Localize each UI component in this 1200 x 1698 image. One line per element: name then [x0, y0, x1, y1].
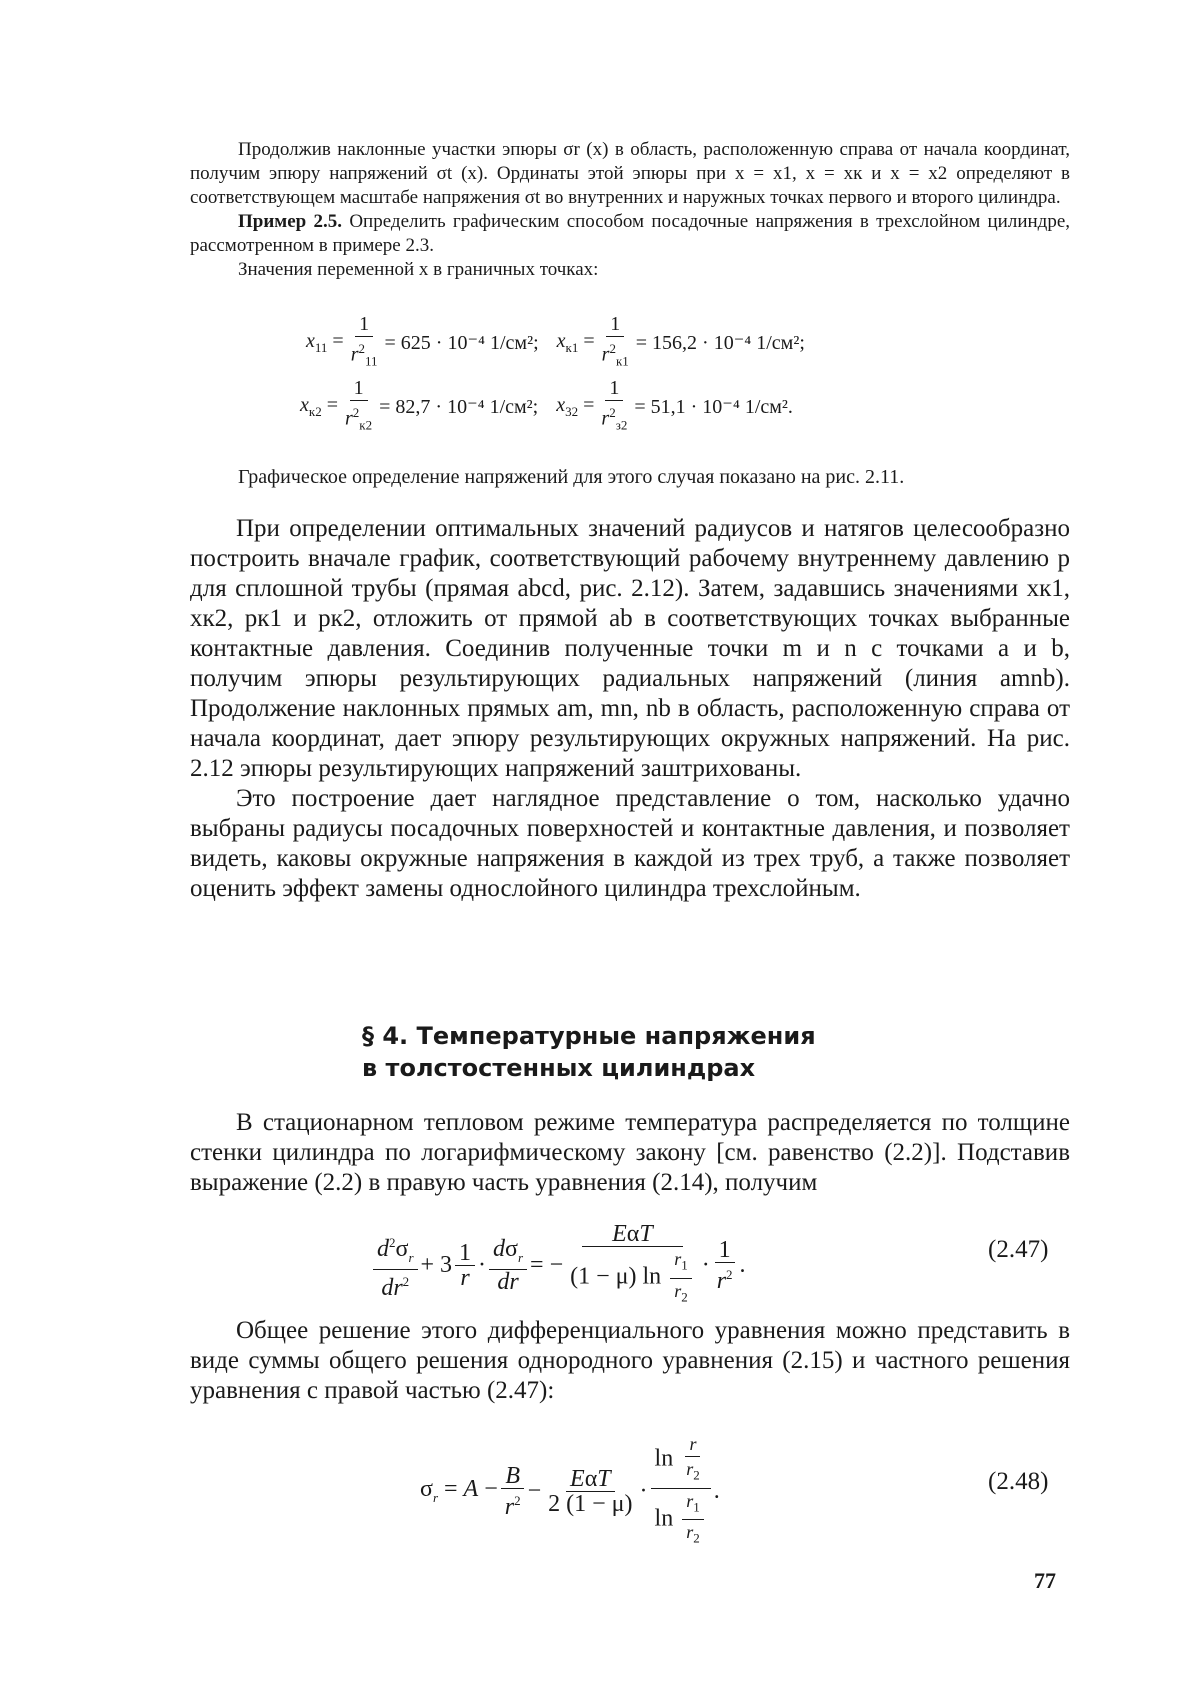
- section-heading-line-1: § 4. Температурные напряжения: [362, 1022, 816, 1050]
- figure-caption: Графическое определение напряжений для этого случая показано на рис. 2.11.: [238, 466, 905, 488]
- small-text-block: [190, 138, 1070, 282]
- xk1-fraction: $\frac{1}{r^2_{к1}}$: [601, 313, 629, 369]
- xk1-symbol: $x_{к1}$ =: [556, 329, 595, 355]
- x11-fraction: $\frac{1}{r^2_{11}}$: [350, 313, 378, 369]
- xk2-value: = 82,7 · 10⁻⁴ 1/см²;: [379, 396, 539, 419]
- equation-2-48: $\sigma_r = A$ − $\frac{B}{r^2}$ − $\frac{\text{EαT}}{2 (1 - \mu)}$ · ln $\frac{r}{r_2}$ ln $\frac{r_1}{r_2}$ .: [420, 1432, 720, 1551]
- section-heading-line-2: в толстостенных цилиндрах: [362, 1054, 756, 1082]
- body-block-3: [190, 1316, 1070, 1406]
- equation-2-47: $\frac{d^2\sigma_r}{dr^2}$ + 3 $\frac{1}{r}$ · $\frac{d\sigma_r}{dr}$ = − EαT (1 − μ) ln $\frac{r_1}{r_2}$ · $\frac{1}{r^2}$ .: [370, 1222, 746, 1309]
- paragraph-body-2: Это построение дает наглядное представление о том, насколько удачно выбраны радиусы посадочных поверхностей и контактные давления, и позволяет видеть, каковы окружные напряжения в каждой из трех труб, а также позволяет оценить эффект замены однослойного цилиндра трехслойным.: [190, 785, 1070, 902]
- eq247-term-1: $\frac{d^2\sigma_r}{dr^2}$: [373, 1231, 418, 1301]
- paragraph-body-4: Общее решение этого дифференциального уравнения можно представить в виде суммы общего решения однородного уравнения (2.15) и частного решения уравнения с правой частью (2.47):: [190, 1317, 1070, 1404]
- page-number: 77: [1034, 1568, 1056, 1593]
- paragraph-small-1: Продолжив наклонные участки эпюры σr (x) в область, расположенную справа от начала координат, получим эпюру напряжений σt (x). Ординаты этой эпюры при x = x1, x = xк и x = x2 определяют в соответствующем масштабе напряжения σt во внутренних и наружных точках первого и второго цилиндра.: [190, 139, 1070, 208]
- body-block-2: [190, 1108, 1070, 1198]
- equation-number-2-48: (2.48): [988, 1468, 1049, 1495]
- x32-symbol: $x_{32}$ =: [556, 393, 595, 419]
- paragraph-body-3: В стационарном тепловом режиме температура распределяется по толщине стенки цилиндра по логарифмическому закону [см. равенство (2.2)]. Подставив выражение (2.2) в правую часть уравнения (2.14), получим: [190, 1109, 1070, 1196]
- xk2-symbol: $x_{к2}$ =: [300, 393, 338, 419]
- formula-row-2: [300, 376, 793, 438]
- section-heading: [362, 1020, 816, 1084]
- example-paragraph: [190, 210, 1070, 258]
- body-block-1: [190, 514, 1070, 904]
- example-label: Пример 2.5.: [238, 211, 343, 232]
- x11-value: = 625 · 10⁻⁴ 1/см²;: [384, 332, 539, 355]
- boundary-values-intro: Значения переменной x в граничных точках:: [238, 259, 599, 280]
- eq248-log-ratio: ln $\frac{r}{r_2}$ ln $\frac{r_1}{r_2}$: [651, 1432, 711, 1551]
- paragraph-body-1: При определении оптимальных значений радиусов и натягов целесообразно построить вначале график, соответствующий рабочему внутреннему давлению p для сплошной трубы (прямая abcd, рис. 2.12). Затем, задавшись значениями xк1, xк2, pк1 и pк2, отложить от прямой ab в соответствующих точках выбранные контактные давления. Соединив полученные точки m и n с точками a и b, получим эпюры результирующих радиальных напряжений (линия amnb). Продолжение наклонных прямых am, mn, nb в область, расположенную справа от начала координат, дает эпюру результирующих окружных напряжений. На рис. 2.12 эпюры результирующих напряжений заштрихованы.: [190, 515, 1070, 782]
- equation-number-2-47: (2.47): [988, 1236, 1049, 1263]
- x32-value: = 51,1 · 10⁻⁴ 1/см².: [634, 396, 793, 419]
- xk2-fraction: $\frac{1}{r^2_{к2}}$: [345, 377, 373, 433]
- example-text: Определить графическим способом посадочные напряжения в трехслойном цилиндре, рассмотренном в примере 2.3.: [190, 211, 1071, 256]
- formula-row-1: [306, 312, 805, 374]
- x32-fraction: $\frac{1}{r^2_{з2}}$: [601, 377, 628, 433]
- xk1-value: = 156,2 · 10⁻⁴ 1/см²;: [635, 332, 805, 355]
- eq247-rhs: EαT (1 − μ) ln $\frac{r_1}{r_2}$: [566, 1222, 699, 1309]
- x11-symbol: $x_{11}$ =: [306, 329, 344, 355]
